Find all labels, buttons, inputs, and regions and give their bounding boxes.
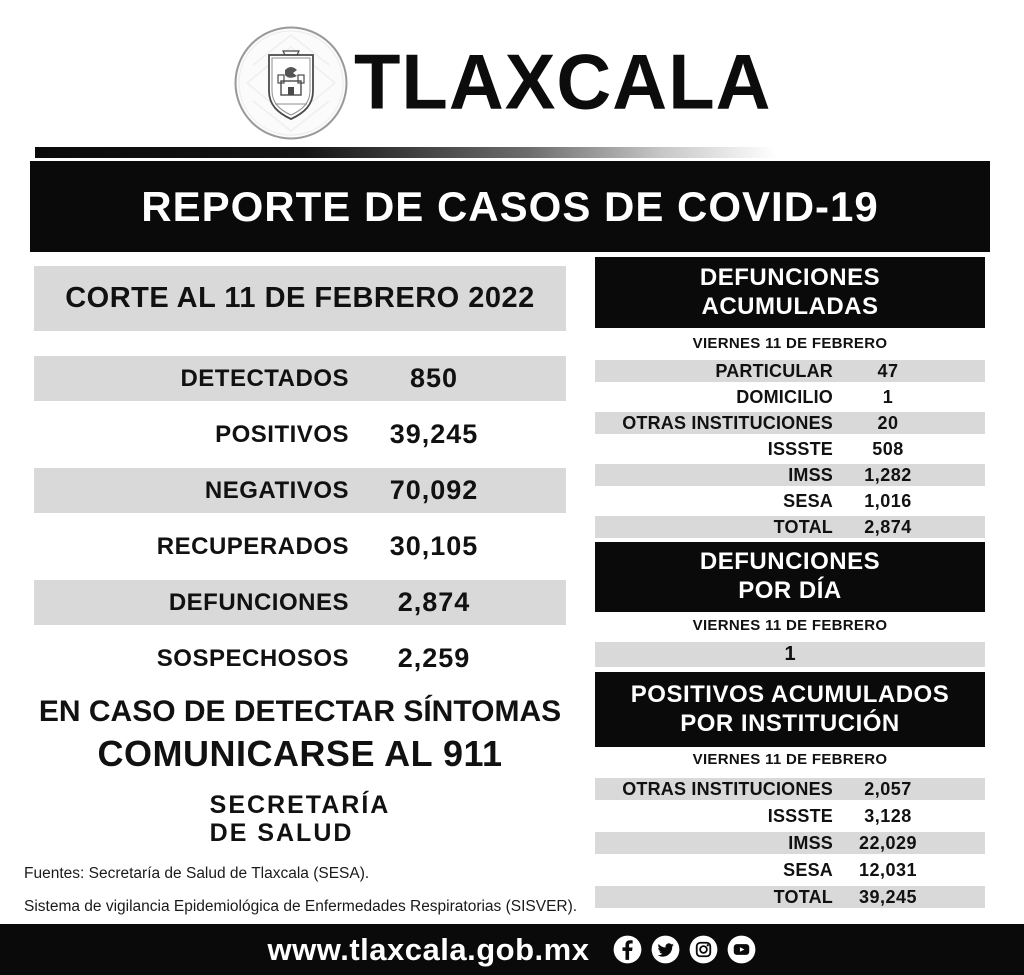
deaths-per-day-value: 1 xyxy=(595,642,985,667)
section-title-line: DEFUNCIONES xyxy=(699,548,881,576)
report-title: REPORTE DE CASOS DE COVID-19 xyxy=(141,182,879,230)
row-label: OTRAS INSTITUCIONES xyxy=(622,412,833,433)
stat-value: 30,105 xyxy=(389,531,479,561)
row-value: 12,031 xyxy=(858,859,918,880)
table-row xyxy=(34,468,566,513)
row-value: 20 xyxy=(877,412,899,433)
table-row xyxy=(34,580,566,625)
deaths-accumulated-table xyxy=(595,360,985,542)
row-value: 39,245 xyxy=(858,886,918,907)
table-row xyxy=(595,805,985,827)
section-title-line: POSITIVOS ACUMULADOS xyxy=(630,680,950,708)
symptoms-notice-line1: EN CASO DE DETECTAR SÍNTOMAS xyxy=(38,695,562,728)
tlaxcala-logo xyxy=(233,24,772,142)
row-value: 508 xyxy=(872,438,904,459)
row-label: TOTAL xyxy=(773,886,833,907)
stat-value: 2,874 xyxy=(397,587,471,617)
social-icons xyxy=(613,935,756,964)
row-label: SESA xyxy=(783,859,833,880)
stat-label: RECUPERADOS xyxy=(156,532,349,560)
row-value: 1 xyxy=(882,386,894,407)
facebook-icon[interactable] xyxy=(613,935,642,964)
table-row xyxy=(595,386,985,408)
twitter-icon[interactable] xyxy=(651,935,680,964)
secretaria-de-salud-wordmark xyxy=(30,791,570,847)
stat-value: 2,259 xyxy=(397,643,471,673)
row-label: DOMICILIO xyxy=(736,386,833,407)
deaths-per-day-header xyxy=(595,542,985,612)
stat-label: DEFUNCIONES xyxy=(168,588,349,616)
table-row xyxy=(595,412,985,434)
row-value: 1,282 xyxy=(864,464,912,485)
table-row xyxy=(34,356,566,401)
table-row xyxy=(595,778,985,800)
symptoms-notice-line2: COMUNICARSE AL 911 xyxy=(97,733,503,774)
statewide-stats-table xyxy=(34,356,566,692)
footer-bar xyxy=(0,924,1024,975)
row-value: 22,029 xyxy=(858,832,918,853)
stat-value: 39,245 xyxy=(389,419,479,449)
row-value: 47 xyxy=(877,360,899,381)
instagram-icon[interactable] xyxy=(689,935,718,964)
row-label: PARTICULAR xyxy=(715,360,833,381)
table-row xyxy=(595,859,985,881)
section-title-line: POR DÍA xyxy=(738,577,842,604)
source-line: Sistema de vigilancia Epidemiológica de Enfermedades Respiratorias (SISVER). xyxy=(24,898,578,915)
positives-by-institution-header xyxy=(595,672,985,747)
table-row-total xyxy=(595,516,985,538)
table-row xyxy=(34,412,566,457)
tlaxcala-coat-of-arms-icon xyxy=(233,25,349,141)
table-row xyxy=(595,438,985,460)
positives-by-institution-table xyxy=(595,778,985,913)
table-row xyxy=(595,464,985,486)
stat-label: SOSPECHOSOS xyxy=(156,644,349,672)
section-title-line: POR INSTITUCIÓN xyxy=(680,709,900,737)
table-row xyxy=(34,636,566,681)
table-row xyxy=(34,524,566,569)
stat-label: POSITIVOS xyxy=(215,420,349,448)
table-row xyxy=(595,832,985,854)
positives-by-institution-date: VIERNES 11 DE FEBRERO xyxy=(692,751,888,768)
source-line: Fuentes: Secretaría de Salud de Tlaxcala (SESA). xyxy=(24,865,370,882)
stat-label: DETECTADOS xyxy=(180,364,349,392)
row-value: 3,128 xyxy=(864,805,912,826)
row-label: SESA xyxy=(783,490,833,511)
row-label: TOTAL xyxy=(773,516,833,537)
row-label: OTRAS INSTITUCIONES xyxy=(622,778,833,799)
deaths-accumulated-date: VIERNES 11 DE FEBRERO xyxy=(692,335,888,352)
stat-value: 850 xyxy=(409,363,459,393)
row-label: IMSS xyxy=(788,832,833,853)
secretaria-line1: SECRETARÍA xyxy=(209,791,391,819)
row-label: ISSSTE xyxy=(767,438,833,459)
youtube-icon[interactable] xyxy=(727,935,756,964)
logo-wordmark: TLAXCALA xyxy=(354,39,772,126)
table-row-total xyxy=(595,886,985,908)
secretaria-line2: DE SALUD xyxy=(209,819,354,847)
stat-value: 70,092 xyxy=(389,475,479,505)
website-url[interactable]: www.tlaxcala.gob.mx xyxy=(267,931,590,967)
row-value: 2,057 xyxy=(864,778,912,799)
table-row xyxy=(595,490,985,512)
table-row xyxy=(595,360,985,382)
report-title-banner xyxy=(30,161,990,252)
deaths-per-day-date: VIERNES 11 DE FEBRERO xyxy=(692,617,888,634)
row-label: ISSSTE xyxy=(767,805,833,826)
row-value: 2,874 xyxy=(864,516,912,537)
data-sources xyxy=(24,857,604,923)
stat-label: NEGATIVOS xyxy=(204,476,349,504)
deaths-accumulated-header xyxy=(595,257,985,328)
cutoff-date-banner: CORTE AL 11 DE FEBRERO 2022 xyxy=(34,266,566,331)
divider-gradient-bar xyxy=(35,147,985,158)
row-label: IMSS xyxy=(788,464,833,485)
section-title-line: ACUMULADAS xyxy=(701,292,879,320)
section-title-line: DEFUNCIONES xyxy=(699,263,881,291)
row-value: 1,016 xyxy=(864,490,912,511)
